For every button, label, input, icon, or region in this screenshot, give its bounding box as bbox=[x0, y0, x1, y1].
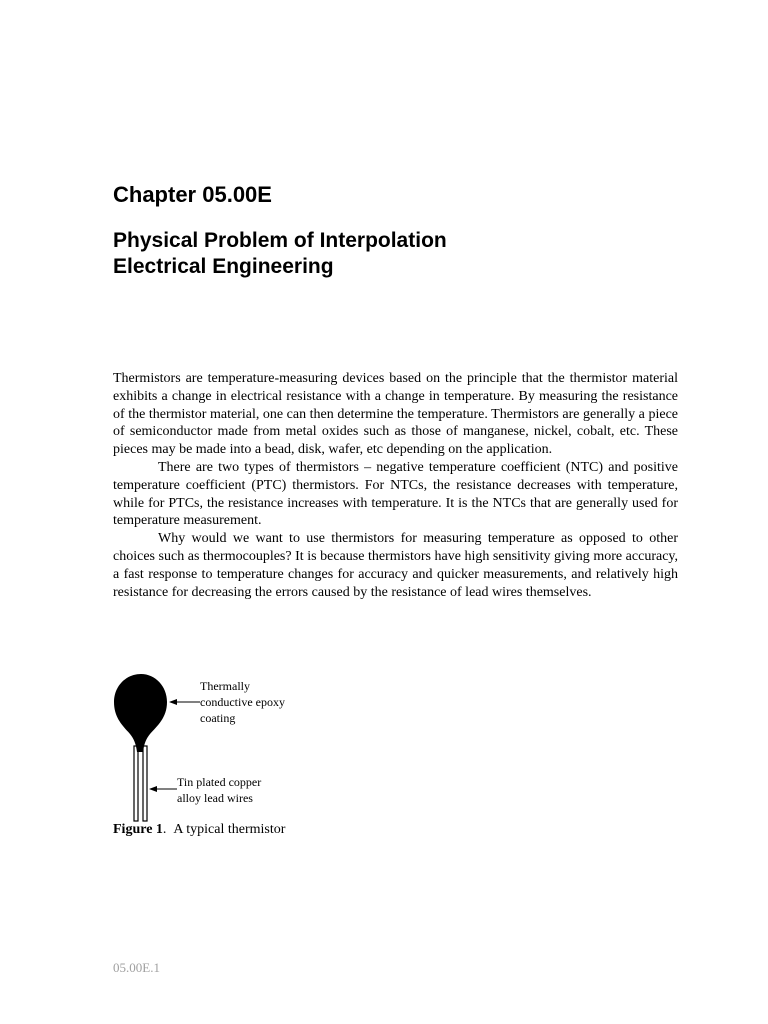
wires-label-line-2: alloy lead wires bbox=[177, 791, 253, 805]
title-line-2: Electrical Engineering bbox=[113, 255, 334, 278]
wires-label bbox=[177, 774, 261, 806]
caption-label: Figure 1 bbox=[113, 822, 163, 837]
page-title bbox=[113, 228, 447, 280]
paragraph-3: Why would we want to use thermistors for measuring temperature as opposed to other choices such as thermocouples? It is because thermistors have high sensitivity giving more accuracy, a fast response to temperature changes for accuracy and quicker measurements, and relatively high resistance for decreasing the errors caused by the resistance of lead wires themselves. bbox=[113, 531, 678, 600]
lead-wire-right bbox=[143, 746, 147, 821]
lead-wire-left bbox=[134, 746, 138, 821]
wires-label-line-1: Tin plated copper bbox=[177, 775, 262, 789]
paragraph-2: There are two types of thermistors – negative temperature coefficient (NTC) and positive temperature coefficient (PTC) thermistors. For NTCs, the resistance decreases with temperature, while for PTCs, the resistance increases with temperature. It is the NTCs that are generally used for temperature measurement. bbox=[113, 459, 678, 529]
epoxy-label-line-3: coating bbox=[200, 711, 236, 725]
epoxy-label bbox=[200, 678, 295, 726]
title-line-1: Physical Problem of Interpolation bbox=[113, 229, 447, 252]
body-text bbox=[113, 370, 678, 601]
epoxy-bead bbox=[114, 674, 167, 752]
epoxy-label-line-1: Thermally bbox=[200, 679, 250, 693]
paragraph-1: Thermistors are temperature-measuring devices based on the principle that the thermistor material exhibits a change in electrical resistance with a change in temperature. By measuring the resistance of the thermistor material, one can then determine the temperature. Thermistors are generally a piece of semiconductor made from metal oxides such as those of manganese, nickel, cobalt, etc. These pieces may be made into a bead, disk, wafer, etc depending on the application. bbox=[113, 371, 678, 458]
thermistor-figure bbox=[110, 668, 330, 828]
figure-caption: Figure 1. A typical thermistor bbox=[113, 822, 286, 837]
chapter-heading: Chapter 05.00E bbox=[113, 182, 272, 207]
page-number: 05.00E.1 bbox=[113, 960, 160, 975]
epoxy-label-line-2: conductive epoxy bbox=[200, 695, 285, 709]
caption-text: A typical thermistor bbox=[173, 822, 286, 837]
